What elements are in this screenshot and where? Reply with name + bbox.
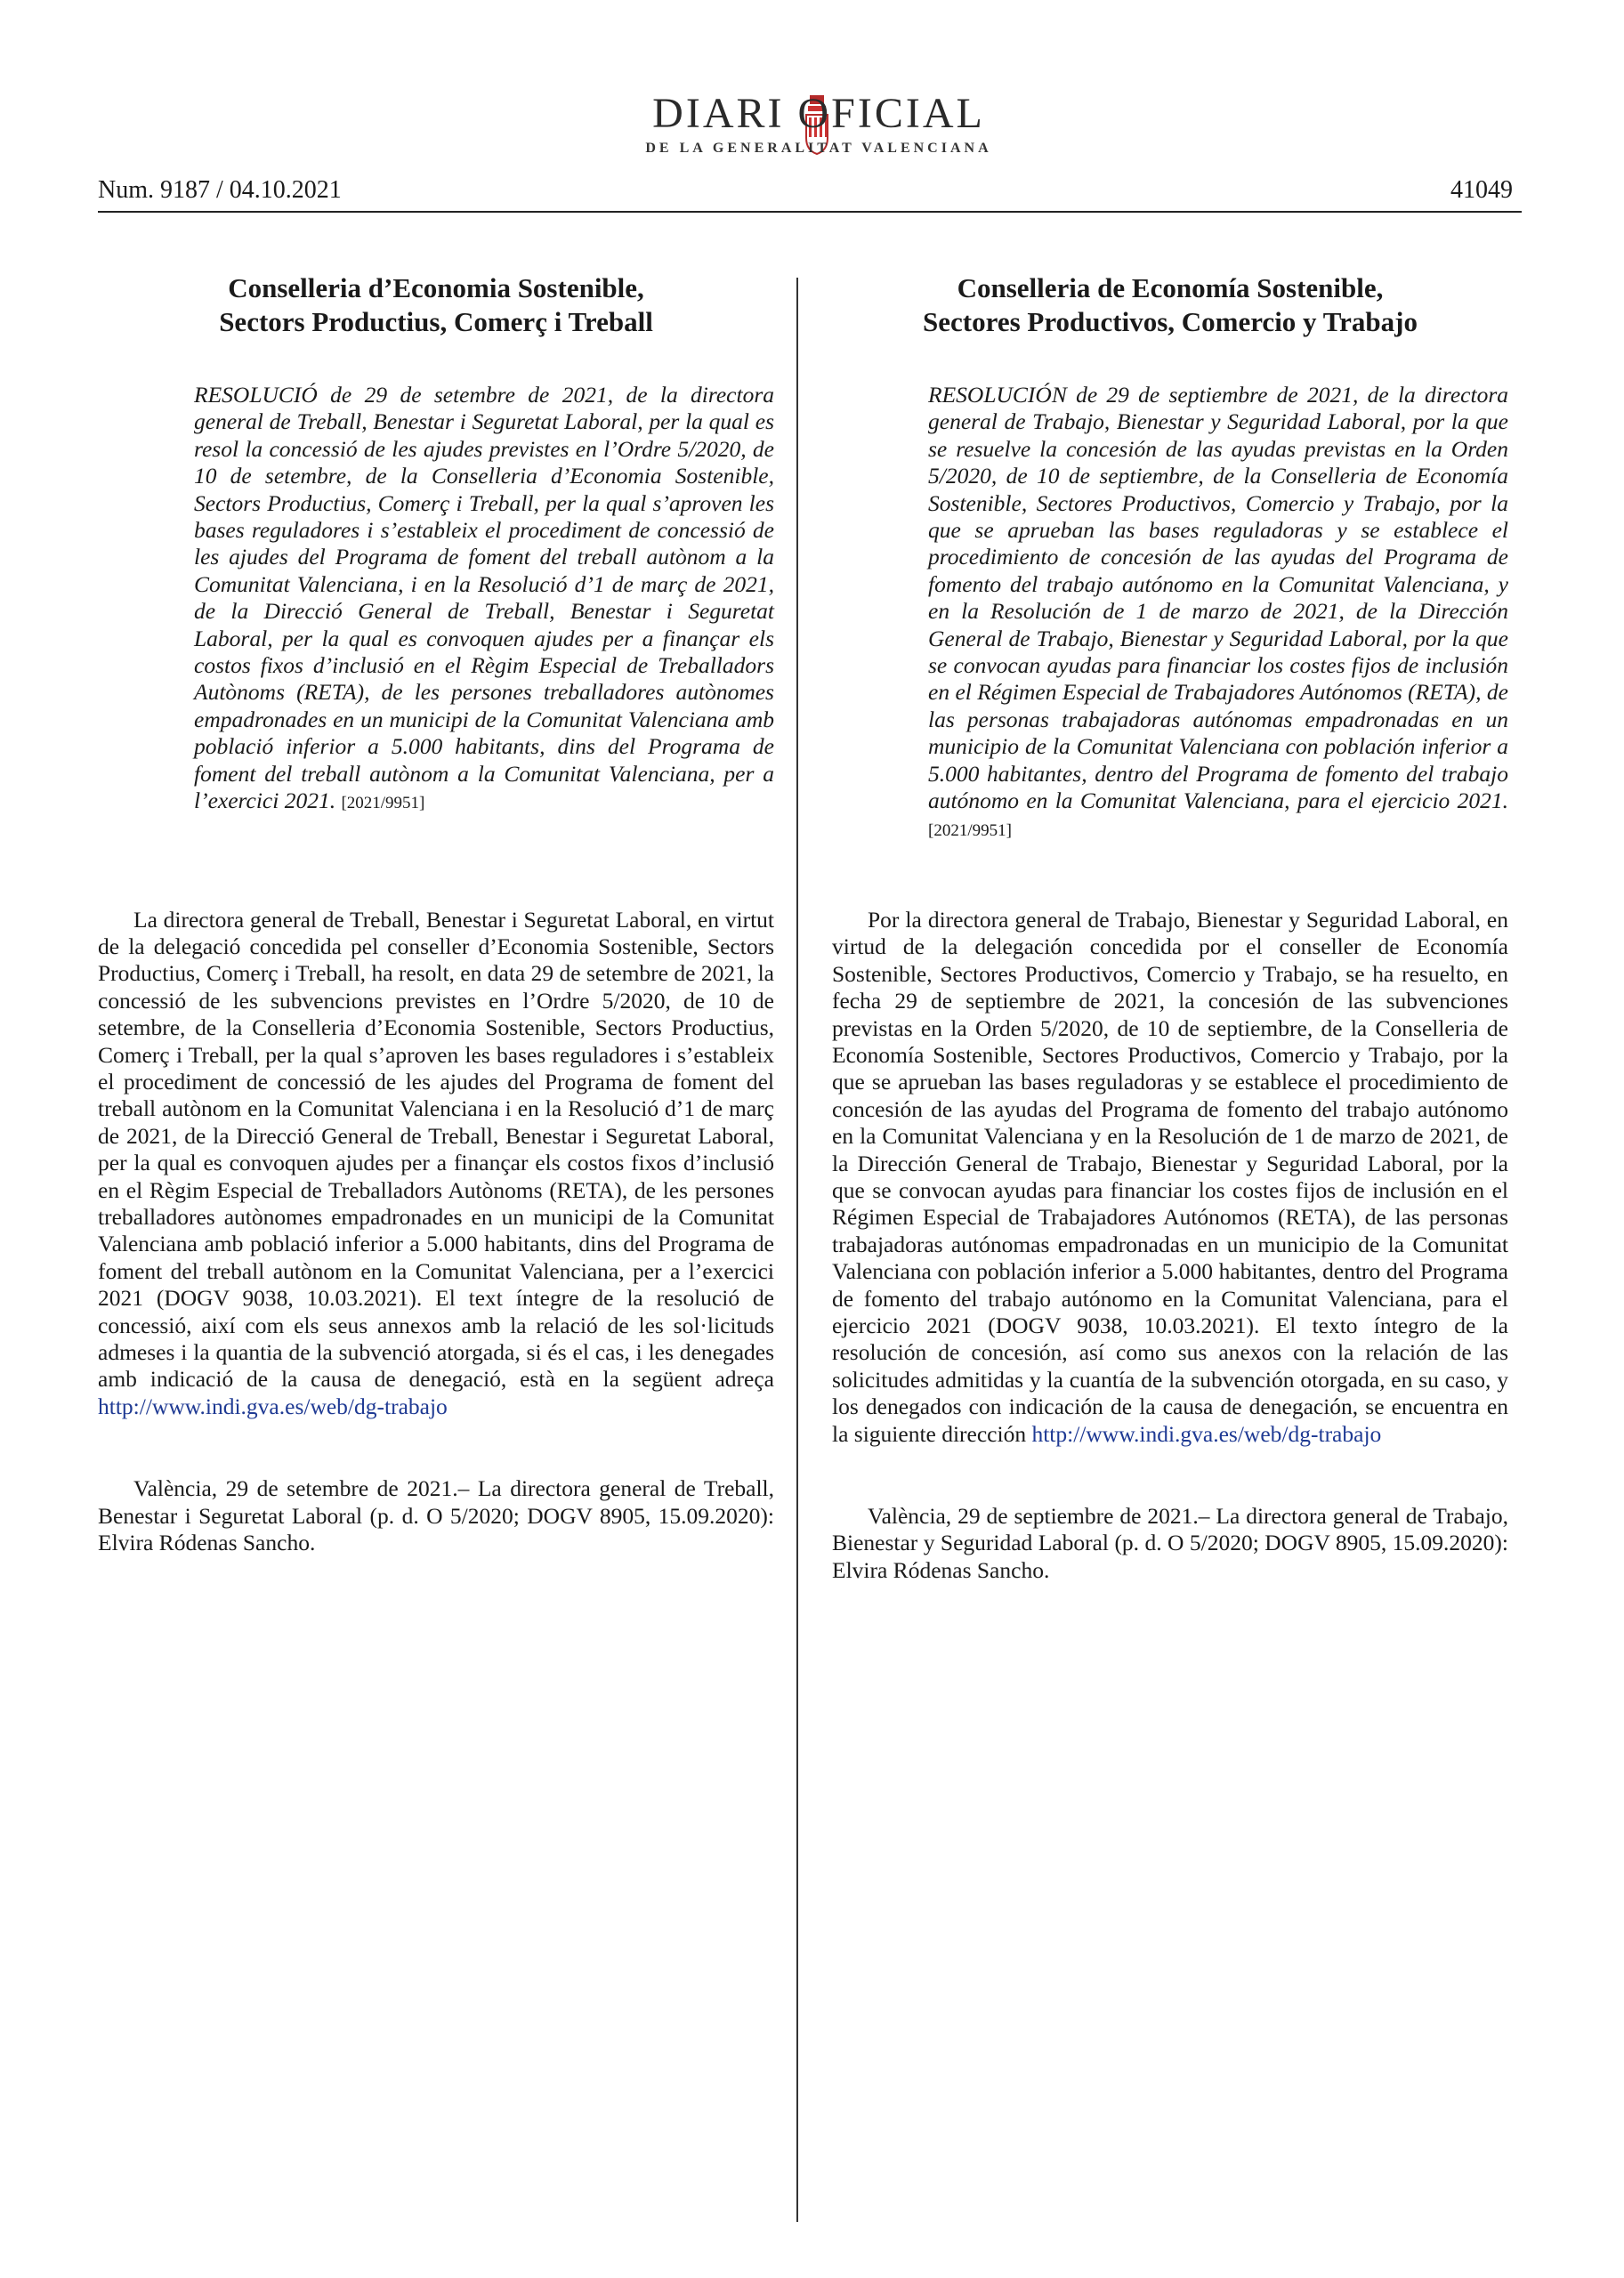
department-line-1: Conselleria d’Economia Sostenible, [228, 272, 644, 303]
resolution-body [98, 907, 774, 1421]
column-divider [796, 278, 798, 2222]
summary-text: RESOLUCIÓN de 29 de septiembre de 2021, de la directora general de Trabajo, Bienestar y Seguridad Laboral, por la que se resuelve la concesión de las ayudas previstas en la Orden 5/2020, de 10 de septiembre, de la Conselleria de Economía Sostenible, Sectores Productivos, Comercio y Trabajo, por la que se aprueban las bases reguladoras y se establece el procedimiento de concesión de las ayudas del Programa de fomento del trabajo autónomo en la Comunitat Valenciana, y en la Resolución de 1 de marzo de 2021, de la Dirección General de Trabajo, Bienestar y Seguridad Laboral, por la que se convocan ayudas para financiar los costes fijos de inclusión en el Régimen Especial de Trabajadores Autónomos (RETA), de las personas trabajadoras autónomas empadronadas en un municipio de la Comunitat Valenciana con población inferior a 5.000 habitantes, dentro del Programa de fomento del trabajo autónomo en la Comunitat Valenciana, para el ejercicio 2021. [928, 382, 1508, 814]
summary-text: RESOLUCIÓ de 29 de setembre de 2021, de la directora general de Treball, Benestar i Seguretat Laboral, per la qual es resol la concessió de les ajudes previstes en l’Ordre 5/2020, de 10 de setembre, de la Conselleria d’Economia Sostenible, Sectors Productius, Comerç i Treball, per la qual s’aproven les bases reguladores i s’estableix el procediment de concessió de les ajudes del Programa de foment del treball autònom a la Comunitat Valenciana, i en la Resolució d’1 de març de 2021, de la Direcció General de Treball, Benestar i Seguretat Laboral, per la qual es convoquen ajudes per a finançar els costos fixos d’inclusió en el Règim Especial de Treballadors Autònoms (RETA), de les persones treballadores autònomes empadronades en un municipi de la Comunitat Valenciana amb població inferior a 5.000 habitants, dins del Programa de foment del treball autònom a la Comunitat Valenciana, per a l’exercici 2021. [194, 382, 774, 814]
masthead [627, 89, 1010, 157]
resolution-summary [832, 382, 1508, 844]
body-text: La directora general de Treball, Benestar i Seguretat Laboral, en virtut de la delegació concedida pel conseller d’Economia Sostenible, Sectors Productius, Comerç i Treball, ha resolt, en data 29 de setembre de 2021, la concessió de les subvencions previstes en l’Ordre 5/2020, de 10 de setembre, de la Conselleria d’Economia Sostenible, Sectors Productius, Comerç i Treball, per la qual s’aproven les bases reguladores i s’estableix el procediment de concessió de les ajudes del Programa de foment del treball autònom en la Comunitat Valenciana i en la Resolució d’1 de març de 2021, de la Direcció General de Treball, Benestar i Seguretat Laboral, per la qual es convoquen ajudes per a finançar els costos fixos d’inclusió en el Règim Especial de Treballadors Autònoms (RETA), de les persones treballadores autònomes empadronades en un municipi de la Comunitat Valenciana amb població inferior a 5.000 habitants, dins del Programa de foment del treball autònom en la Comunitat Valenciana, per a l’exercici 2021 (DOGV 9038, 10.03.2021). El text íntegre de la resolució de concessió, així com els seus annexos amb la relació de les sol·licituds admeses i la quantia de la subvenció atorgada, si és el cas, i les denegades amb indicació de la causa de denegació, està en la següent adreça [98, 906, 774, 1393]
department-title [98, 271, 774, 339]
signature: València, 29 de setembre de 2021.– La directora general de Treball, Benestar i Seguretat Laboral (p. d. O 5/2020; DOGV 8905, 15.09.2020): Elvira Ródenas Sancho. [98, 1475, 774, 1556]
body-text: Por la directora general de Trabajo, Bienestar y Seguridad Laboral, en virtud de la delegación concedida por el conseller de Economía Sostenible, Sectores Productivos, Comercio y Trabajo, se ha resuelto, en fecha 29 de septiembre de 2021, la concesión de las subvenciones previstas en la Orden 5/2020, de 10 de septiembre, de la Conselleria de Economía Sostenible, Sectores Productivos, Comercio y Trabajo, por la que se aprueban las bases reguladoras y se establece el procedimiento de concesión de las ayudas del Programa de fomento del trabajo autónomo en la Comunitat Valenciana y en la Resolución de 1 de marzo de 2021, de la Dirección General de Trabajo, Bienestar y Seguridad Laboral, por la que se convocan ayudas para financiar los costes fijos de inclusión en el Régimen Especial de Trabajadores Autónomos (RETA), de las personas trabajadoras autónomas empadronadas en un municipio de la Comunitat Valenciana con población inferior a 5.000 habitantes, dentro del Programa de fomento del trabajo autónomo en la Comunitat Valenciana, para el ejercicio 2021 (DOGV 9038, 10.03.2021). El texto íntegro de la resolución de concesión, así como sus anexos con la relación de las solicitudes admitidas y la cuantía de la subvención otorgada, en su caso, y los denegados con indicación de la causa de denegación, se encuentra en la siguiente dirección [832, 906, 1508, 1447]
issue-number: Num. 9187 / 04.10.2021 [98, 176, 342, 204]
spanish-column [832, 271, 1508, 1584]
masthead-subtitle: DE LA GENERALITAT VALENCIANA [645, 141, 992, 156]
reference-number: [2021/9951] [928, 820, 1012, 840]
department-line-1: Conselleria de Economía Sostenible, [957, 272, 1384, 303]
web-link[interactable]: http://www.indi.gva.es/web/dg-trabajo [1031, 1420, 1382, 1447]
page-number: 41049 [1450, 176, 1513, 204]
department-title [832, 271, 1508, 339]
resolution-summary [98, 382, 774, 818]
reference-number: [2021/9951] [341, 794, 425, 813]
masthead-title: DIARI OFICIAL [652, 90, 985, 137]
page-header [0, 0, 1624, 222]
department-line-2: Sectores Productivos, Comercio y Trabajo [923, 306, 1418, 337]
signature: València, 29 de septiembre de 2021.– La directora general de Trabajo, Bienestar y Seguridad Laboral (p. d. O 5/2020; DOGV 8905, 15.09.2020): Elvira Ródenas Sancho. [832, 1503, 1508, 1583]
header-rule [98, 211, 1522, 213]
web-link[interactable]: http://www.indi.gva.es/web/dg-trabajo [98, 1393, 448, 1419]
resolution-body [832, 907, 1508, 1448]
catalan-column [98, 271, 774, 1556]
department-line-2: Sectors Productius, Comerç i Treball [219, 306, 653, 337]
